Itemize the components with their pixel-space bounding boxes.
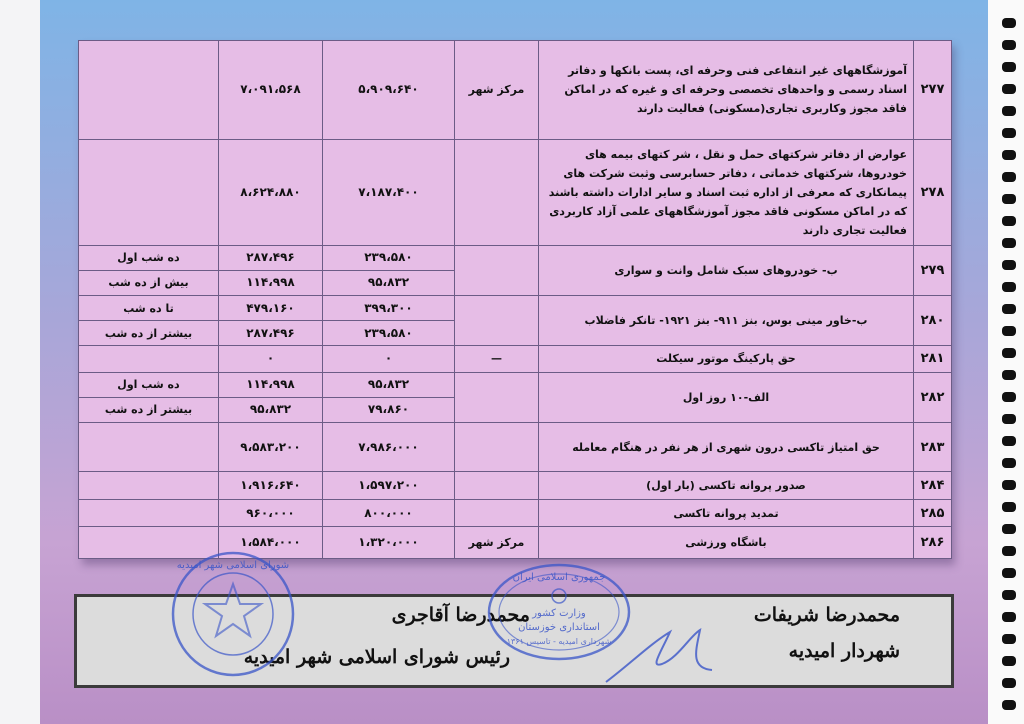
- row-value-1: ۷،۱۸۷،۴۰۰: [323, 139, 455, 245]
- row-number: ۲۷۸: [914, 139, 952, 245]
- row-number: ۲۷۹: [914, 245, 952, 295]
- row-value-2: ۹۶۰،۰۰۰: [219, 500, 323, 526]
- government-stamp-line1: وزارت کشور: [532, 608, 586, 619]
- row-location: [455, 139, 539, 245]
- row-location: [455, 372, 539, 422]
- row-location: [455, 422, 539, 471]
- row-value-1: ۷،۹۸۶،۰۰۰: [323, 422, 455, 471]
- row-location: [455, 295, 539, 345]
- row-note: [79, 422, 219, 471]
- row-value-1: ۳۹۹،۳۰۰: [323, 295, 455, 320]
- council-head-title: رئیس شورای اسلامی شهر امیدیه: [243, 646, 510, 668]
- table-row: [79, 295, 952, 320]
- table-row: [79, 372, 952, 397]
- spiral-binding: [988, 0, 1024, 724]
- row-number: ۲۸۴: [914, 472, 952, 500]
- row-value-2: ۱،۹۱۶،۶۴۰: [219, 472, 323, 500]
- row-value-1: ۷۹،۸۶۰: [323, 397, 455, 422]
- row-note: [79, 472, 219, 500]
- row-note: بیشتر از ده شب: [79, 321, 219, 346]
- row-value-2: ۰: [219, 346, 323, 372]
- row-value-2: ۷،۰۹۱،۵۶۸: [219, 41, 323, 140]
- row-description: باشگاه ورزشی: [539, 526, 914, 558]
- government-stamp-line2: استانداری خوزستان: [518, 622, 600, 633]
- table-row: [79, 139, 952, 245]
- row-value-2: ۱۱۴،۹۹۸: [219, 372, 323, 397]
- row-number: ۲۸۶: [914, 526, 952, 558]
- row-number: ۲۸۰: [914, 295, 952, 345]
- row-value-1: ۰: [323, 346, 455, 372]
- row-note: تا ده شب: [79, 295, 219, 320]
- row-description: الف-۱۰ روز اول: [539, 372, 914, 422]
- row-number: ۲۷۷: [914, 41, 952, 140]
- row-note: [79, 41, 219, 140]
- row-location: مرکز شهر: [455, 526, 539, 558]
- row-value-1: ۲۳۹،۵۸۰: [323, 321, 455, 346]
- row-value-2: ۹،۵۸۳،۲۰۰: [219, 422, 323, 471]
- row-description: ب- خودروهای سبک شامل وانت و سواری: [539, 245, 914, 295]
- row-note: ده شب اول: [79, 245, 219, 270]
- mayor-signature-scribble: [600, 624, 720, 688]
- row-number: ۲۸۳: [914, 422, 952, 471]
- row-value-1: ۱،۳۲۰،۰۰۰: [323, 526, 455, 558]
- row-location: —: [455, 346, 539, 372]
- row-number: ۲۸۲: [914, 372, 952, 422]
- table-row: [79, 472, 952, 500]
- council-stamp-text: شورای اسلامی شهر امیدیه: [176, 560, 290, 571]
- row-note: [79, 500, 219, 526]
- row-value-2: ۲۸۷،۴۹۶: [219, 321, 323, 346]
- row-description: حق امتیاز تاکسی درون شهری از هر نفر در هنگام معامله: [539, 422, 914, 471]
- row-note: بیش از ده شب: [79, 270, 219, 295]
- row-value-2: ۸،۶۲۴،۸۸۰: [219, 139, 323, 245]
- row-value-2: ۹۵،۸۳۲: [219, 397, 323, 422]
- row-value-1: ۹۵،۸۳۲: [323, 270, 455, 295]
- government-stamp-top: جمهوری اسلامی ایران: [512, 572, 606, 583]
- mayor-name: محمدرضا شریفات: [753, 604, 900, 626]
- row-description: تمدید پروانه تاکسی: [539, 500, 914, 526]
- row-value-2: ۲۸۷،۴۹۶: [219, 245, 323, 270]
- row-note: [79, 139, 219, 245]
- row-value-1: ۸۰۰،۰۰۰: [323, 500, 455, 526]
- row-location: [455, 500, 539, 526]
- row-location: [455, 472, 539, 500]
- row-note: بیشتر از ده شب: [79, 397, 219, 422]
- row-value-1: ۲۳۹،۵۸۰: [323, 245, 455, 270]
- row-description: آموزشگاههای غیر انتفاعی فنی وحرفه ای، پست بانکها و دفاتر اسناد رسمی و واحدهای تخصصی وحرفه ای و غیره که در اماکن فاقد مجوز وکاربری تجاری(مسکونی) فعالیت دارند: [539, 41, 914, 140]
- tariff-table: [78, 40, 952, 559]
- row-value-2: ۱۱۴،۹۹۸: [219, 270, 323, 295]
- row-location: مرکز شهر: [455, 41, 539, 140]
- council-stamp: [168, 548, 298, 680]
- tariff-table-container: [78, 40, 951, 559]
- table-row: [79, 245, 952, 270]
- row-description: صدور پروانه تاکسی (بار اول): [539, 472, 914, 500]
- row-description: حق پارکینگ موتور سیکلت: [539, 346, 914, 372]
- table-row: [79, 41, 952, 140]
- row-value-1: ۱،۵۹۷،۲۰۰: [323, 472, 455, 500]
- row-value-1: ۵،۹۰۹،۶۴۰: [323, 41, 455, 140]
- council-head-name: محمدرضا آقاجری: [391, 604, 530, 626]
- row-description: عوارض از دفاتر شرکتهای حمل و نقل ، شر کتهای بیمه های خودروها، شرکتهای خدماتی ، دفاتر حسابرسی وثبت شرکت های پیمانکاری که معرفی از اداره ثبت اسناد و سایر ادارات داشته باشند که در اماکن مسکونی فاقد مجوز آموزشگاههای علمی آزاد کاربردی فعالیت تجاری دارند: [539, 139, 914, 245]
- row-description: ب-خاور مینی بوس، بنز ۹۱۱- بنز ۱۹۲۱- تانکر فاضلاب: [539, 295, 914, 345]
- row-value-2: ۴۷۹،۱۶۰: [219, 295, 323, 320]
- table-row: [79, 422, 952, 471]
- table-row: [79, 500, 952, 526]
- row-number: ۲۸۱: [914, 346, 952, 372]
- government-stamp-line3: شهرداری امیدیه - تاسیس ۱۳۶۱: [506, 637, 612, 646]
- row-location: [455, 245, 539, 295]
- table-row: [79, 346, 952, 372]
- row-value-2: ۱،۵۸۴،۰۰۰: [219, 526, 323, 558]
- row-note: ده شب اول: [79, 372, 219, 397]
- row-note: [79, 346, 219, 372]
- row-number: ۲۸۵: [914, 500, 952, 526]
- mayor-title: شهردار امیدیه: [788, 640, 900, 662]
- row-value-1: ۹۵،۸۳۲: [323, 372, 455, 397]
